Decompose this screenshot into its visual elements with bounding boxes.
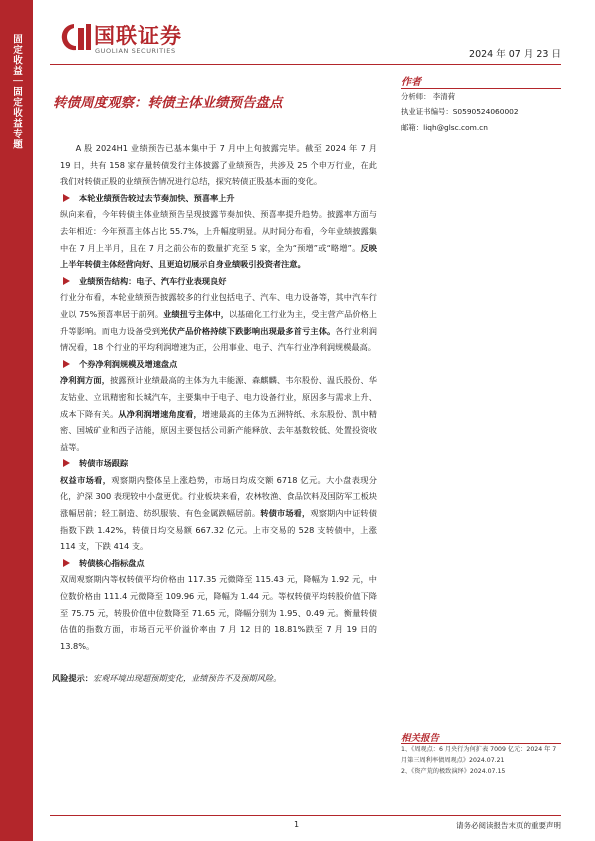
triangle-bullet-icon (63, 360, 70, 368)
triangle-bullet-icon (63, 277, 70, 285)
page-number: 1 (294, 820, 300, 829)
author-heading: 作者 (401, 77, 421, 88)
section-heading: 转债市场跟踪 (60, 455, 377, 472)
license-number: 执业证书编号：S0590524060002 (401, 107, 519, 117)
author-info (401, 89, 561, 135)
related-reports-heading: 相关报告 (401, 733, 440, 744)
body-paragraph: 纵向来看，今年转债主体业绩预告呈现披露节奏加快、预喜率提升趋势。披露率方面与去年相近：今年预喜主体占比 55.7%，上升幅度明显。从时间分布看，今年业绩披露集中在 7 月上半月，且在 7 月之前公布的数量扩充至 5 家，全为“预增”或“略增”。反映上半年转债主体经营向好、且更迫切展示自身业绩吸引投资者注意。 (60, 209, 377, 270)
analyst-name: 分析师： 李清荷 (401, 92, 456, 101)
page-title: 转债周度观察：转债主体业绩预告盘点 (53, 95, 283, 111)
sidebar (0, 0, 33, 841)
triangle-bullet-icon (63, 194, 70, 202)
section-heading: 个券净利润规模及增速盘点 (60, 356, 377, 373)
main-content (60, 140, 377, 654)
body-paragraph: 净利润方面，披露预计业绩最高的主体为九丰能源、森麒麟、韦尔股份、温氏股份、华友钴业、立讯精密和长城汽车，主要集中于电子、电力设备行业，原因多与需求上升、成本下降有关。从净利润增速角度看，增速最高的主体为五洲特纸、永东股份、凯中精密、国城矿业和西子洁能，原因主要包括公司新产能释放、去年基数较低、处置投资收益等。 (60, 375, 377, 452)
intro-paragraph: A 股 2024H1 业绩预告已基本集中于 7 月中上旬披露完毕。截至 2024 年 7 月 19 日，共有 158 家存量转债发行主体披露了业绩预告，共涉及 25 个申万行业，在此我们对转债正股的业绩预告情况进行总结，探究转债正股基本面的变化。 (60, 143, 377, 187)
related-report-link[interactable]: 2、《资产荒的极致演绎》2024.07.15 (401, 768, 506, 775)
footer-disclaimer: 请务必阅读报告末页的重要声明 (456, 821, 561, 830)
section-heading: 本轮业绩预告较过去节奏加快、预喜率上升 (60, 190, 377, 207)
logo-name-en: GUOLIAN SECURITIES (95, 47, 176, 55)
risk-warning (52, 671, 382, 686)
header-divider (50, 64, 561, 65)
footer-divider (50, 815, 561, 816)
sidebar-label: 固定收益｜固定收益专题 (11, 34, 22, 150)
risk-text: 宏观环境出现超预期变化，业绩预告不及预期风险。 (92, 673, 282, 683)
section-heading: 业绩预告结构：电子、汽车行业表现良好 (60, 273, 377, 290)
related-report-link[interactable]: 1、《周观点：6 月央行为何扩表 7009 亿元：2024 年 7 月第三周利率债周观点》2024.07.21 (401, 746, 557, 764)
logo-icon (60, 22, 92, 52)
body-paragraph: 双周观察期内等权转债平均价格由 117.35 元微降至 115.43 元，降幅为 1.92 元，中位数价格由 111.4 元微降至 109.96 元，降幅为 1.44 元。等权转债平均转股价值下降至 75.75 元，转股价值中位数降至 71.65 元，降幅分别为 1.95、0.49 元。衡量转债估值的指数方面，市场百元平价溢价率由 7 月 12 日的 18.81%跌至 7 月 19 日的 13.8%。 (60, 574, 377, 651)
logo-name: 国联证券 (94, 24, 182, 48)
section-heading: 转债核心指标盘点 (60, 555, 377, 572)
body-paragraph: 权益市场看，观察期内整体呈上涨趋势，市场日均成交额 6718 亿元。大小盘表现分化，沪深 300 表现较中小盘更优。行业板块来看，农林牧渔、食品饮料及国防军工板块涨幅居前；轻工制造、纺织服装、有色金属跌幅居前。转债市场看，观察期内中证转债指数下跌 1.42%，转债日均交易额 667.32 亿元。上市交易的 528 支转债中，上涨 114 支，下跌 414 支。 (60, 474, 377, 552)
report-date: 2024 年 07 月 23 日 (469, 49, 561, 60)
risk-label: 风险提示： (52, 673, 93, 683)
body-paragraph: 行业分布看，本轮业绩预告披露较多的行业包括电子、汽车、电力设备等，其中汽车行业以 75%预喜率居于前列。业绩扭亏主体中，以基础化工行业为主，受主营产品价格上升等影响。而电力设备受到光伏产品价格持续下跌影响出现最多首亏主体。各行业利润情况看，18 个行业的平均利润增速为正，公用事业、电子、汽车行业净利润规模最高。 (60, 292, 377, 353)
related-reports-list (401, 744, 563, 777)
triangle-bullet-icon (63, 559, 70, 567)
author-email: 邮箱：liqh@glsc.com.cn (401, 122, 488, 132)
triangle-bullet-icon (63, 459, 70, 467)
